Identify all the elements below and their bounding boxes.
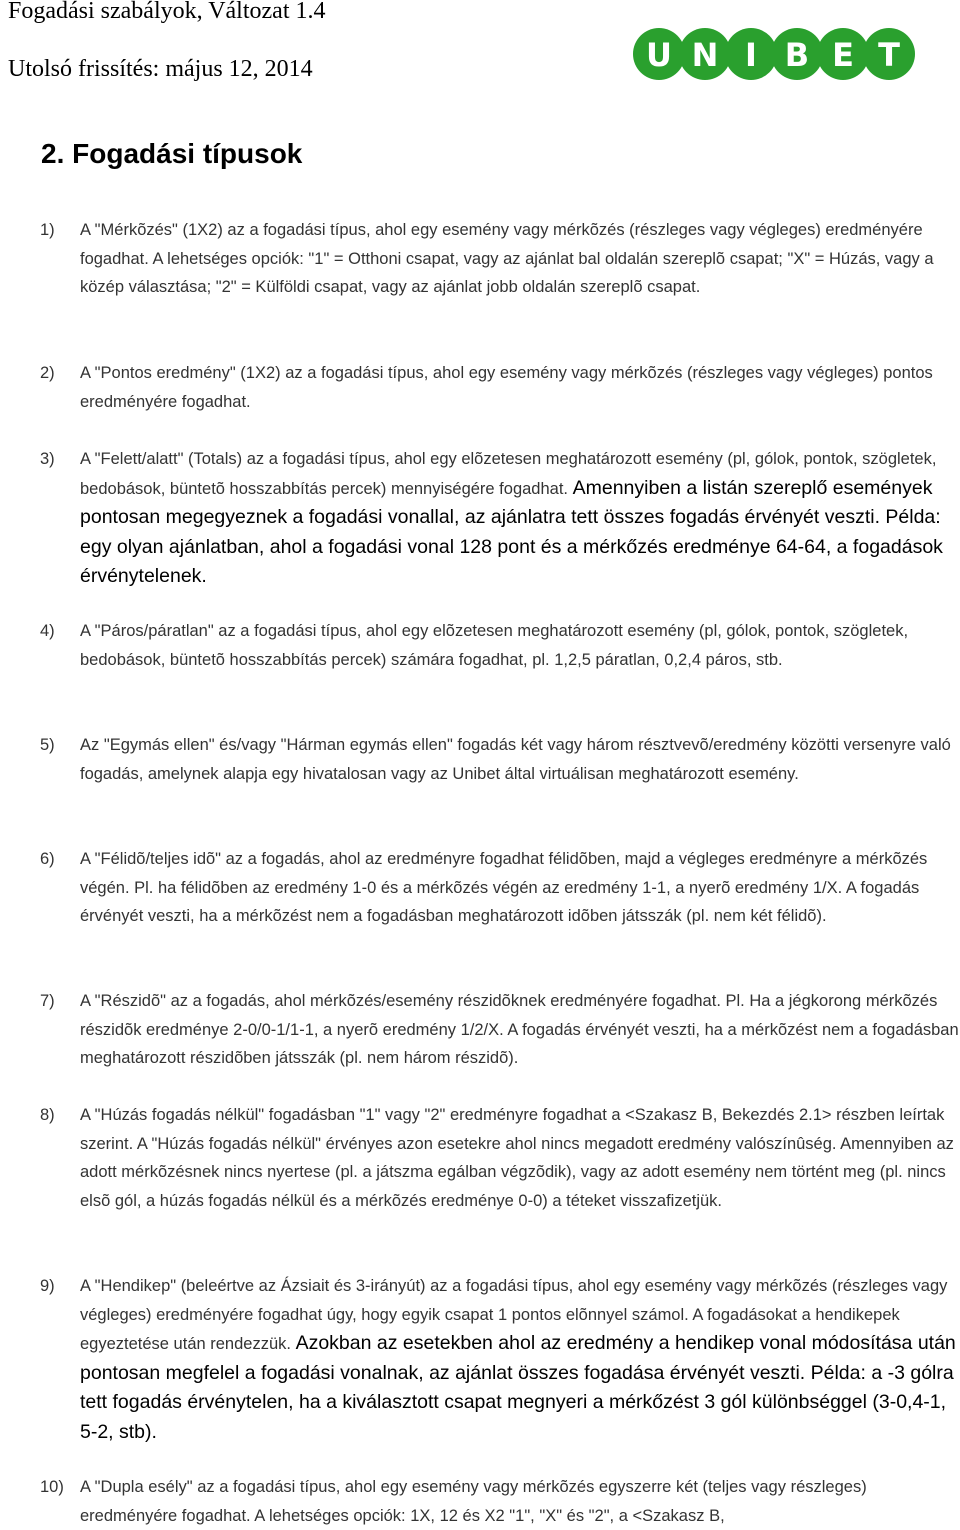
rule-text: A "Húzás fogadás nélkül" fogadásban "1" vagy "2" eredményre fogadhat a <Szakasz B, Bekezdés 2.1> részben leírtak szerint. A "Húzás fogadás nélkül" érvényes azon esetekre ahol nincs megadott eredmény valószínûség. Amennyiben az adott mérkõzésnek nincs nyertese (pl. a játszma egálban végzõdik), vagy az adott esemény nem történt meg (pl. nincs elsõ gól, a húzás fogadás nélkül és a mérkõzés eredménye 0-0) a téteket visszafizetjük.: [80, 1106, 954, 1210]
rule-number: 6): [40, 850, 55, 868]
rule-number: 2): [40, 364, 55, 382]
svg-text:B: B: [784, 36, 810, 74]
svg-text:I: I: [745, 36, 757, 74]
rule-text: A "Pontos eredmény" (1X2) az a fogadási típus, ahol egy esemény vagy mérkõzés (részleges vagy végleges) pontos eredményére fogadhat.: [80, 364, 933, 411]
rule-text: A "Félidõ/teljes idõ" az a fogadás, ahol az eredményre fogadhat félidõben, majd a végleges eredményre a mérkõzés végén. Pl. ha félidõben az eredmény 1-0 és a mérkõzés végén az eredmény 1-1, a nyerõ eredmény 1/X. A fogadás érvényét veszti, ha a mérkõzést nem a fogadásban meghatározott idõben játsszák (pl. nem két félidõ).: [80, 850, 928, 925]
rule-text: A "Mérkõzés" (1X2) az a fogadási típus, ahol egy esemény vagy mérkõzés (részleges vagy végleges) eredményére fogadhat. A lehetséges opciók: "1" = Otthoni csapat, vagy az ajánlat bal oldalán szereplõ csapat; "X" = Húzás, vagy a közép választása; "2" = Külföldi csapat, vagy az ajánlat jobb oldalán szereplõ csapat.: [80, 221, 934, 296]
rule-text: A "Hendikep" (beleértve az Ázsiait és 3-irányút) az a fogadási típus, ahol egy esemény vagy mérkõzés (részleges vagy végleges) eredményére fogadhat úgy, hogy egyik csapat 1 pontos elõnnyel számol. A fogadásokat a hendikepek egyeztetése után rendezzük. Azokban az esetekben ahol az eredmény a hendikep vonal módosítása után pontosan megfelel a fogadási vonalnak, az ajánlat összes fogadása érvényét veszti. Példa: a -3 gólra tett fogadás érvénytelen, ha a kiválasztott csapat megnyeri a mérkőzést 3 gól különbséggel (3-0,4-1, 5-2, stb).: [80, 1277, 956, 1443]
unibet-logo: [632, 26, 922, 82]
rule-number: 3): [40, 450, 55, 468]
rule-number: 9): [40, 1277, 55, 1295]
svg-text:N: N: [691, 36, 719, 74]
rule-number: 10): [40, 1478, 64, 1496]
last-updated-date: Utolsó frissítés: május 12, 2014: [8, 56, 313, 82]
rule-number: 8): [40, 1106, 55, 1124]
rule-text: Az "Egymás ellen" és/vagy "Hárman egymás ellen" fogadás két vagy három résztvevõ/eredmény közötti versenyre való fogadás, amelynek alapja egy hivatalosan vagy az Unibet által virtuálisan meghatározott esemény.: [80, 736, 951, 783]
rule-emphasis: Amennyiben a listán szereplő események pontosan megegyeznek a fogadási vonallal, az ajánlatra tett összes fogadás érvényét veszti. Példa: egy olyan ajánlatban, ahol a fogadási vonal 128 pont és a mérkőzés eredménye 64-64, a fogadások érvénytelenek.: [80, 476, 943, 587]
rule-text: A "Páros/páratlan" az a fogadási típus, ahol egy elõzetesen meghatározott esemény (pl, gólok, pontok, szögletek, bedobások, büntetõ hosszabbítás percek) számára fogadhat, pl. 1,2,5 páratlan, 0,2,4 páros, stb.: [80, 622, 909, 669]
document-title: Fogadási szabályok, Változat 1.4: [8, 0, 326, 24]
rule-emphasis: Azokban az esetekben ahol az eredmény a hendikep vonal módosítása után pontosan megfelel a fogadási vonalnak, az ajánlat összes fogadása érvényét veszti. Példa: a -3 gólra tett fogadás érvénytelen, ha a kiválasztott csapat megnyeri a mérkőzést 3 gól különbséggel (3-0,4-1, 5-2, stb).: [80, 1332, 956, 1443]
rule-text: A "Részidõ" az a fogadás, ahol mérkõzés/esemény részidõknek eredményére fogadhat. Pl. Ha a jégkorong mérkõzés részidõk eredménye 2-0/0-1/1-1, a nyerõ eredmény 1/2/X. A fogadás érvényét veszti, ha a mérkõzést nem a fogadásban meghatározott részidõben játsszák (pl. nem három részidõ).: [80, 992, 959, 1067]
rule-number: 7): [40, 992, 55, 1010]
rule-number: 1): [40, 221, 55, 239]
logo-letter-circles: [633, 28, 915, 80]
rule-text: A "Dupla esély" az a fogadási típus, ahol egy esemény vagy mérkõzés egyszerre két (teljes vagy részleges) eredményére fogadhat. A lehetséges opciók: 1X, 12 és X2 "1", "X" és "2", a <Szakasz B,: [80, 1478, 867, 1525]
svg-text:E: E: [832, 36, 854, 74]
section-heading: 2. Fogadási típusok: [41, 138, 303, 169]
rule-number: 5): [40, 736, 55, 754]
rule-number: 4): [40, 622, 55, 640]
svg-text:U: U: [646, 36, 672, 74]
svg-text:T: T: [878, 36, 900, 74]
rule-text: A "Felett/alatt" (Totals) az a fogadási típus, ahol egy elõzetesen meghatározott esemény (pl, gólok, pontok, szögletek, bedobások, büntetõ hosszabbítás percek) mennyiségére fogadhat. Amennyiben a listán szereplő események pontosan megegyeznek a fogadási vonallal, az ajánlatra tett összes fogadás érvényét veszti. Példa: egy olyan ajánlatban, ahol a fogadási vonal 128 pont és a mérkőzés eredménye 64-64, a fogadások érvénytelenek.: [80, 450, 943, 587]
